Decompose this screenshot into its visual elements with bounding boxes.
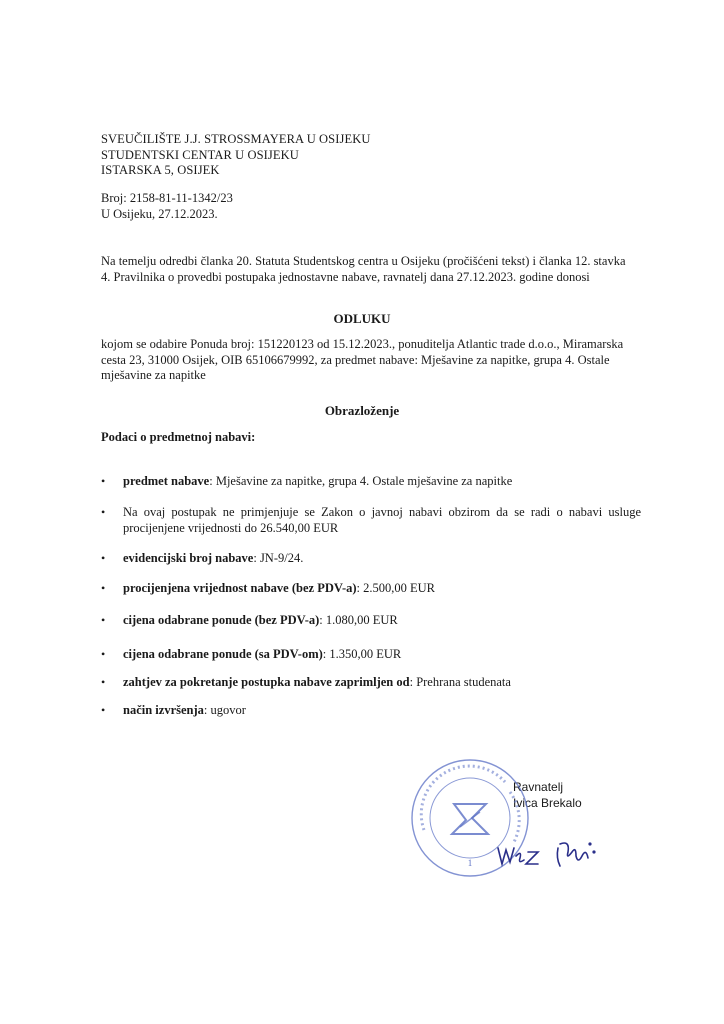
item-value: Na ovaj postupak ne primjenjuje se Zakon o javnoj nabavi obzirom da se radi o nabavi usluge procijenjene vrijednosti do 26.540,00 EUR: [123, 505, 641, 535]
institution-header: [101, 132, 370, 179]
procurement-subheading: Podaci o predmetnoj nabavi:: [101, 430, 256, 444]
list-item: [101, 505, 641, 536]
item-value: : 1.350,00 EUR: [322, 647, 402, 661]
decision-paragraph: kojom se odabire Ponuda broj: 151220123 od 15.12.2023., ponuditelja Atlantic trade d.o.o., Miramarska cesta 23, 31000 Osijek, OIB 65106679992, za predmet nabave: Mješavine za napitke, grupa 4. Ostale mješavine za napitke: [101, 337, 624, 382]
stamp-number: 1: [467, 858, 473, 868]
header-address: ISTARSKA 5, OSIJEK: [101, 163, 220, 177]
bullet-icon: •: [101, 505, 106, 519]
signatory-title: Ravnatelj: [513, 780, 564, 794]
list-item: [101, 703, 641, 719]
list-item: [101, 581, 641, 597]
item-value: : Prehrana studenata: [409, 675, 511, 689]
item-label: procijenjena vrijednost nabave (bez PDV-a): [123, 581, 357, 595]
item-value: : 1.080,00 EUR: [319, 613, 398, 627]
list-item: [101, 647, 641, 663]
list-item: [101, 551, 641, 567]
reasoning-title: Obrazloženje: [324, 403, 400, 418]
decision-title: ODLUKU: [333, 311, 391, 326]
place-date: U Osijeku, 27.12.2023.: [101, 206, 218, 221]
header-center: STUDENTSKI CENTAR U OSIJEKU: [101, 147, 299, 162]
bullet-icon: •: [101, 675, 106, 689]
item-label: cijena odabrane ponude (sa PDV-om): [123, 647, 323, 661]
item-value: : JN-9/24.: [253, 551, 304, 565]
item-label: evidencijski broj nabave: [123, 551, 254, 565]
bullet-icon: •: [101, 703, 106, 717]
intro-paragraph: Na temelju odredbi članka 20. Statuta Studentskog centra u Osijeku (pročišćeni tekst) i članka 12. stavka 4. Pravilnika o provedbi postupaka jednostavne nabave, ravnatelj dana 27.12.2023. godine donosi: [101, 254, 626, 284]
bullet-icon: •: [101, 613, 106, 627]
reference-number: Broj: 2158-81-11-1342/23: [101, 191, 233, 205]
bullet-icon: •: [101, 581, 106, 595]
list-item: [101, 675, 641, 691]
bullet-icon: •: [101, 474, 106, 488]
item-value: : Mješavine za napitke, grupa 4. Ostale mješavine za napitke: [209, 474, 513, 488]
item-label: način izvršenja: [123, 703, 204, 717]
bullet-icon: •: [101, 551, 106, 565]
item-value: : 2.500,00 EUR: [356, 581, 436, 595]
signatory-name: Ivica Brekalo: [513, 796, 582, 810]
stamp-and-signature: [410, 752, 610, 882]
item-value: : ugovor: [203, 703, 246, 717]
item-label: predmet nabave: [123, 474, 210, 488]
item-label: zahtjev za pokretanje postupka nabave zaprimljen od: [123, 675, 410, 689]
item-label: cijena odabrane ponude (bez PDV-a): [123, 613, 320, 627]
handwritten-signature-icon: [498, 843, 595, 866]
bullet-icon: •: [101, 647, 106, 661]
reference-block: [101, 191, 233, 222]
header-university: SVEUČILIŠTE J.J. STROSSMAYERA U OSIJEKU: [101, 132, 371, 146]
list-item: [101, 613, 641, 629]
list-item: [101, 474, 641, 490]
